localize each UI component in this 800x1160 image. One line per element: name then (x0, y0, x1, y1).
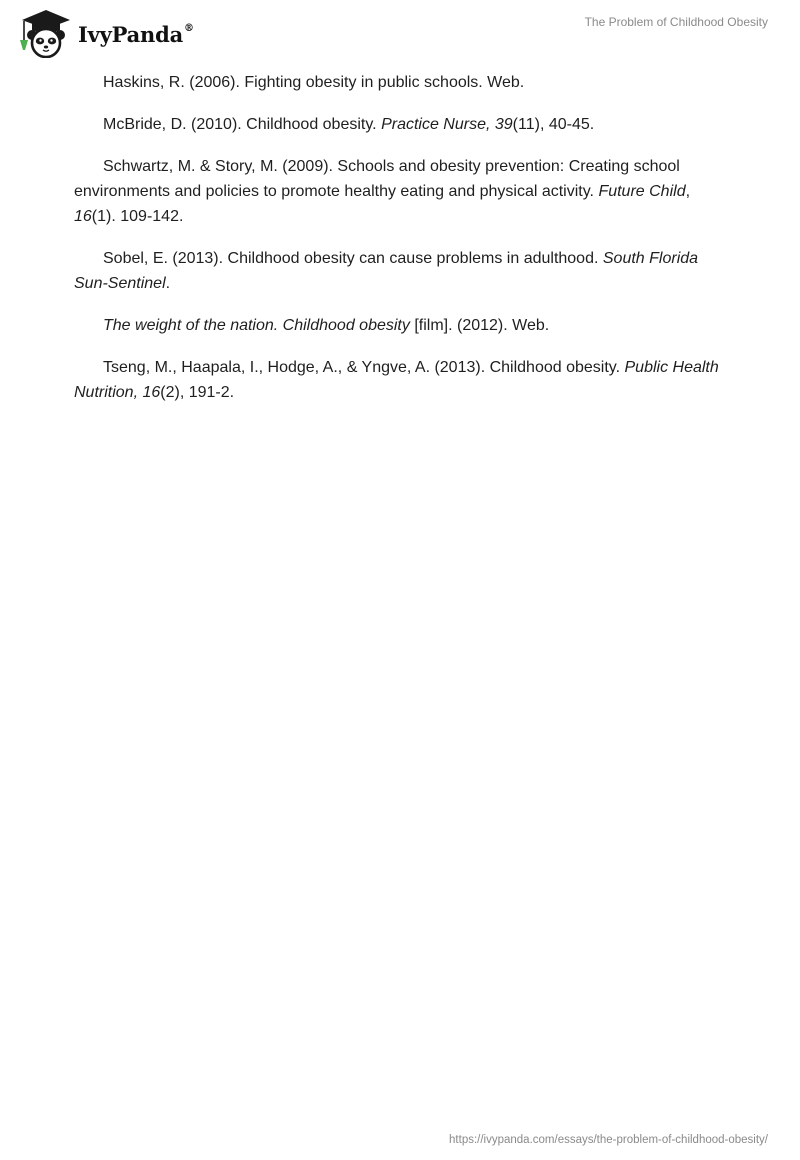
source-url[interactable]: https://ivypanda.com/essays/the-problem-of-childhood-obesity/ (449, 1134, 768, 1146)
reference-text: [film]. (2012). Web. (409, 317, 550, 334)
reference-text: Haskins, R. (2006). Fighting obesity in public schools. Web. (103, 74, 525, 91)
reference-text: (2), 191-2. (160, 384, 235, 401)
reference-text: South Florida Sun-Sentinel (74, 250, 699, 292)
reference-text: . (165, 275, 171, 292)
reference-entry (74, 246, 734, 296)
reference-text: 16 (74, 208, 92, 225)
reference-text: Public Health Nutrition, 16 (74, 359, 719, 401)
reference-text: , (685, 183, 691, 200)
reference-text: Future Child (598, 183, 686, 200)
reference-text: Sobel, E. (2013). Childhood obesity can cause problems in adulthood. (103, 250, 603, 267)
reference-entry (74, 313, 734, 338)
reference-entry (74, 70, 734, 95)
document-title: The Problem of Childhood Obesity (584, 15, 768, 29)
reference-text: (11), 40-45. (512, 116, 595, 133)
reference-text: Practice Nurse, 39 (381, 116, 513, 133)
reference-text: McBride, D. (2010). Childhood obesity. (103, 116, 382, 133)
registered-mark: ® (184, 22, 194, 34)
reference-entry (74, 154, 734, 229)
brand-logo[interactable] (16, 8, 194, 58)
reference-entry (74, 355, 734, 405)
reference-text: Tseng, M., Haapala, I., Hodge, A., & Yngve, A. (2013). Childhood obesity. (103, 359, 625, 376)
reference-list (74, 70, 734, 422)
reference-entry (74, 112, 734, 137)
brand-name: IvyPanda® (78, 21, 194, 47)
reference-text: Schwartz, M. & Story, M. (2009). Schools and obesity prevention: Creating school environments and policies to promote healthy eating and physical activity. (74, 158, 680, 200)
reference-text: The weight of the nation. Childhood obesity (103, 317, 410, 334)
page-header (0, 0, 800, 62)
reference-text: (1). 109-142. (91, 208, 184, 225)
panda-graduation-cap-icon (16, 8, 74, 58)
